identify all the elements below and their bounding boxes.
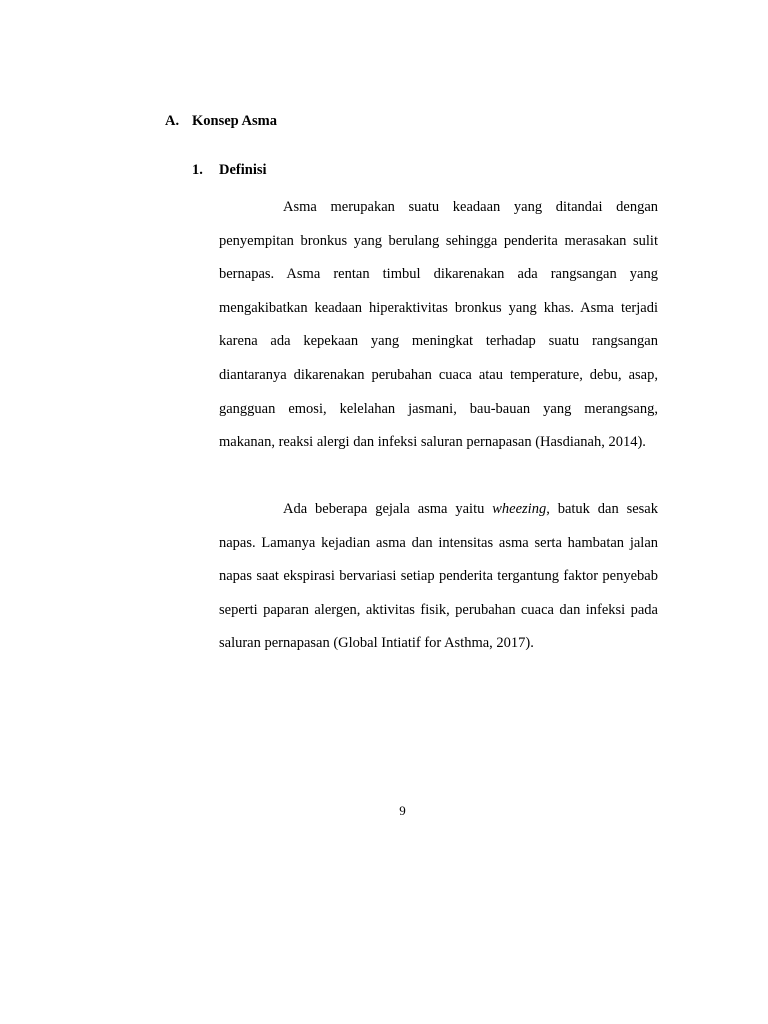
paragraph-symptoms-italic-term: wheezing — [492, 501, 547, 517]
page-number: 9 — [399, 803, 406, 818]
subsection-title: Definisi — [219, 162, 267, 178]
subsection-heading — [192, 162, 267, 179]
paragraph-definition: Asma merupakan suatu keadaan yang ditandai dengan penyempitan bronkus yang berulang sehingga penderita merasakan sulit bernapas. Asma rentan timbul dikarenakan ada rangsangan yang mengakibatkan keadaan hiperaktivitas bronkus yang khas. Asma terjadi karena ada kepekaan yang meningkat terhadap suatu rangsangan diantaranya dikarenakan perubahan cuaca atau temperature, debu, asap, gangguan emosi, kelelahan jasmani, bau-bauan yang merangsang, makanan, reaksi alergi dan infeksi saluran pernapasan (Hasdianah, 2014). — [219, 199, 658, 451]
section-heading — [165, 113, 277, 130]
section-title: Konsep Asma — [192, 113, 278, 129]
paragraph-symptoms — [219, 493, 658, 661]
paragraph-symptoms-after: , batuk dan sesak napas. Lamanya kejadian asma dan intensitas asma serta hambatan jalan napas saat ekspirasi bervariasi setiap penderita tergantung faktor penyebab seperti paparan alergen, aktivitas fisik, perubahan cuaca dan infeksi pada saluran pernapasan (Global Intiatif for Asthma, 2017). — [219, 501, 658, 652]
paragraph-symptoms-before: Ada beberapa gejala asma yaitu — [283, 501, 493, 517]
subsection-number: 1. — [192, 162, 203, 178]
section-number: A. — [165, 113, 180, 129]
